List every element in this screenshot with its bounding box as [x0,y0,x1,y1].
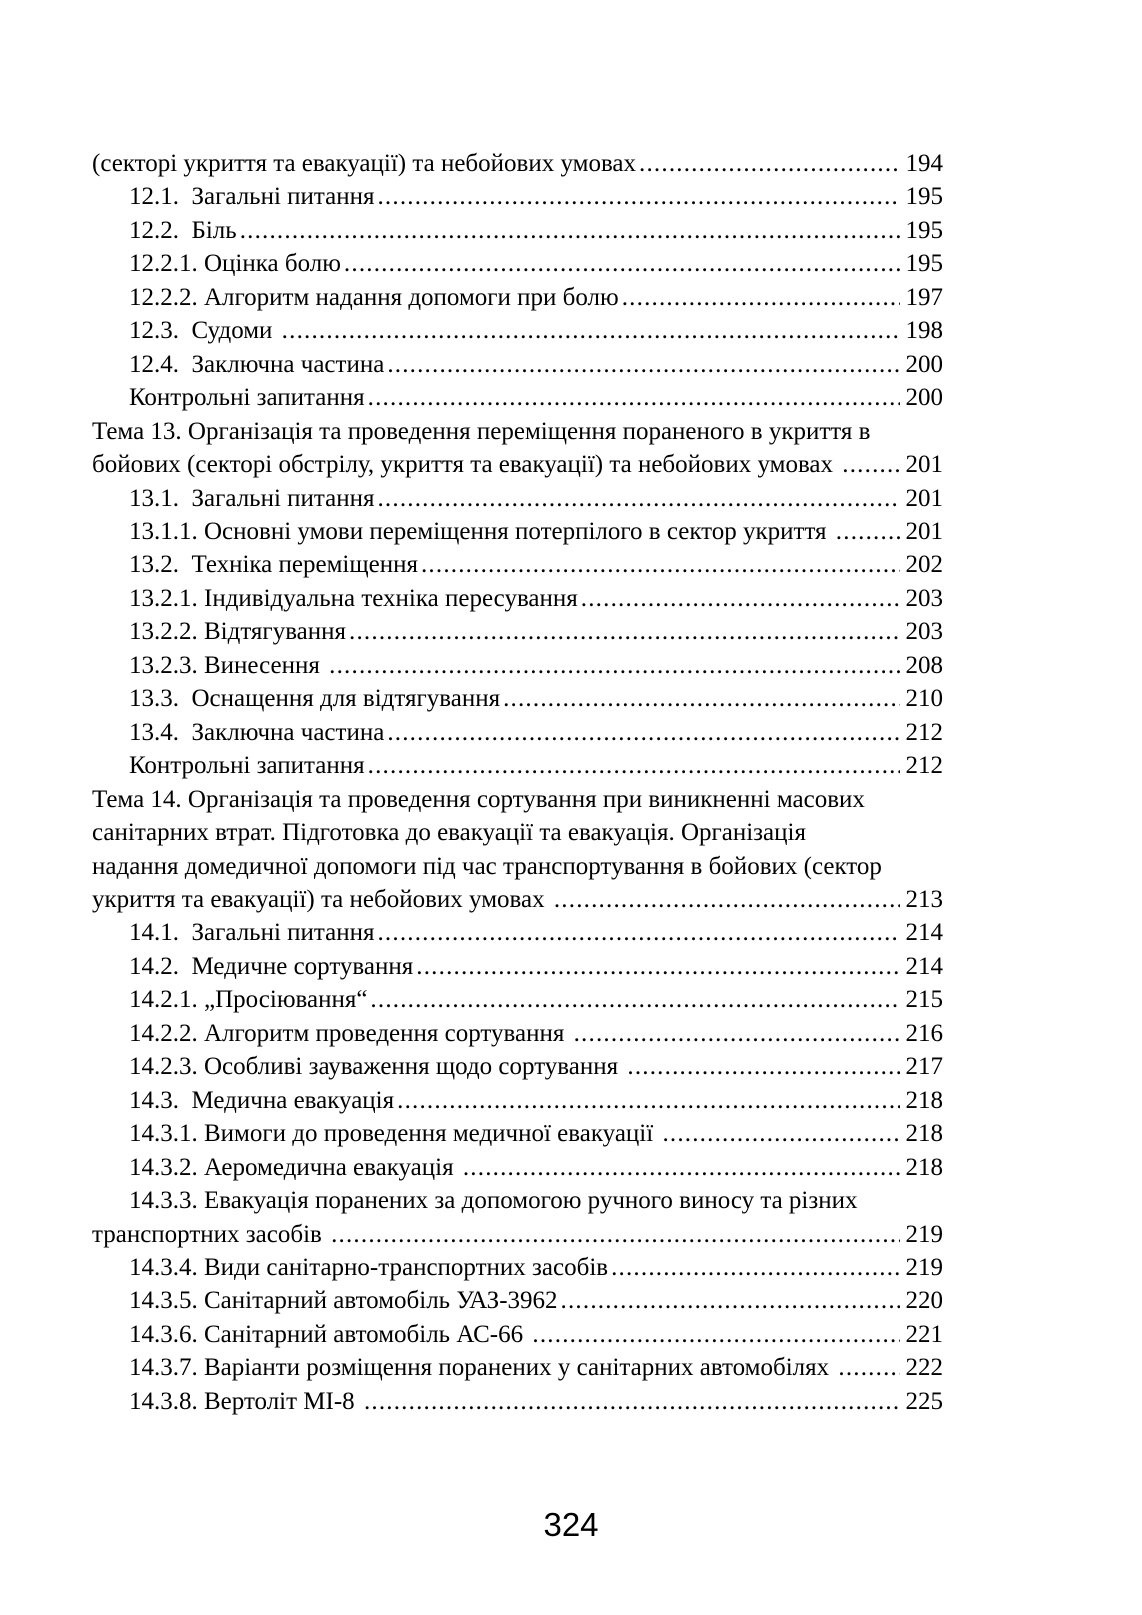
dot-leader [344,247,900,280]
dot-leader [240,214,900,247]
dot-leader [532,1318,899,1351]
dot-leader [368,381,900,414]
toc-entry-label: 13.4. Заключна частина [129,718,385,746]
dot-leader [329,649,899,682]
toc-row [92,548,943,581]
toc-row [92,1218,943,1251]
toc-entry-label: 13.1.1. Основні умови переміщення потерпілого в сектор укриття [129,517,833,545]
toc-entry-page: 218 [905,1086,943,1114]
toc-entry-label: 12.2.1. Оцінка болю [129,250,341,278]
toc-entry-page: 200 [905,350,943,378]
dot-leader [503,682,899,715]
toc-row [92,1017,943,1050]
toc-entry-page: 202 [905,551,943,579]
toc-entry-page: 219 [905,1220,943,1248]
toc-entry-label: (секторі укриття та евакуації) та небойових умовах [92,150,637,177]
toc-row [92,850,943,883]
dot-leader [387,348,899,381]
toc-entry-label: Контрольні запитання [129,384,365,412]
toc-entry-label: 14.3.2. Аеромедична евакуація [129,1153,460,1181]
toc-row [92,515,943,548]
toc-entry-label: 14.3. Медична евакуація [129,1086,395,1114]
toc-row [92,783,943,816]
toc-entry-label: Тема 13. Організація та проведення переміщення пораненого в укриття в [92,417,871,445]
dot-leader [838,1351,899,1384]
toc-entry-label: 12.3. Судоми [129,317,279,345]
toc-entry-page: 203 [905,618,943,646]
dot-leader [397,1084,899,1117]
toc-entry-label: 13.3. Оснащення для відтягування [129,685,501,713]
dot-leader [611,1251,899,1284]
toc-entry-page: 214 [905,919,943,947]
dot-leader [387,716,899,749]
toc-entry-page: 194 [905,150,943,177]
toc-entry-page: 221 [905,1320,943,1348]
toc-row [92,682,943,715]
toc-row [92,147,943,180]
dot-leader [377,180,899,213]
toc-entry-page: 218 [905,1153,943,1181]
toc-entry-page: 220 [905,1287,943,1315]
toc-entry-label: 14.3.4. Види санітарно-транспортних засобів [129,1253,609,1281]
toc-entry-page: 201 [905,451,943,479]
toc-entry-label: 13.2.3. Винесення [129,651,327,679]
toc-entry-label: Тема 14. Організація та проведення сортування при виникненні масових [92,785,865,813]
dot-leader [349,615,899,648]
toc-entry-page: 215 [905,986,943,1014]
toc-entry-page: 208 [905,651,943,679]
toc-entry-label: Контрольні запитання [129,752,365,780]
toc-entry-label: 13.2.2. Відтягування [129,618,347,646]
toc-row [92,415,943,448]
toc-entry-page: 210 [905,685,943,713]
toc-row [92,1284,943,1317]
dot-leader [561,1284,900,1317]
toc-entry-label: 13.1. Загальні питання [129,484,375,512]
dot-leader [574,1017,900,1050]
toc-entry-label: транспортних засобів [92,1220,329,1248]
dot-leader [377,482,899,515]
toc-row [92,950,943,983]
toc-entry-page: 218 [905,1120,943,1148]
dot-leader [554,883,900,916]
toc-row [92,1351,943,1384]
toc-entry-page: 203 [905,584,943,612]
dot-leader [662,1117,899,1150]
toc-row [92,314,943,347]
page-number: 324 [543,1506,599,1543]
dot-leader [368,749,900,782]
toc-entry-page: 222 [905,1354,943,1382]
toc-row [92,716,943,749]
toc-entry-label: 12.1. Загальні питання [129,183,375,211]
toc-entry-page: 212 [905,752,943,780]
toc-row [92,281,943,314]
toc-entry-page: 225 [905,1387,943,1415]
dot-leader [331,1218,899,1251]
toc-entry-label: 13.2. Техніка переміщення [129,551,418,579]
dot-leader [842,448,899,481]
toc-entry-label: 14.3.6. Санітарний автомобіль АС-66 [129,1320,530,1348]
toc-entry-label: 14.3.3. Евакуація поранених за допомогою ручного виносу та різних [129,1187,858,1215]
dot-leader [364,1385,900,1418]
toc-entry-page: 201 [905,484,943,512]
dot-leader [836,515,900,548]
toc-row [92,247,943,280]
toc-row [92,180,943,213]
toc-entry-label: 12.2. Біль [129,216,237,244]
toc-row [92,1184,943,1217]
toc-row [92,749,943,782]
toc-entry-page: 195 [905,183,943,211]
toc-entry-label: 14.3.7. Варіанти розміщення поранених у санітарних автомобілях [129,1354,836,1382]
toc-row [92,816,943,849]
dot-leader [282,314,900,347]
toc-row [92,214,943,247]
toc-entry-label: укриття та евакуації) та небойових умовах [92,885,551,913]
toc-entry-label: 14.2. Медичне сортування [129,952,414,980]
toc-entry-page: 219 [905,1253,943,1281]
dot-leader [627,1050,899,1083]
dot-leader [581,582,900,615]
toc-entry-page: 214 [905,952,943,980]
dot-leader [421,548,900,581]
toc-entry-label: надання домедичної допомоги під час транспортування в бойових (сектор [92,852,882,880]
dot-leader [416,950,899,983]
toc-row [92,883,943,916]
toc-row [92,615,943,648]
toc-entry-label: 14.3.1. Вимоги до проведення медичної евакуації [129,1120,660,1148]
toc-entry-label: 14.3.8. Вертоліт МІ-8 [129,1387,361,1415]
table-of-contents [92,147,943,1418]
toc-entry-label: 13.2.1. Індивідуальна техніка пересування [129,584,578,612]
toc-row [92,348,943,381]
toc-row [92,482,943,515]
toc-entry-label: 12.2.2. Алгоритм надання допомоги при болю [129,283,619,311]
toc-row [92,582,943,615]
toc-entry-label: 14.1. Загальні питання [129,919,375,947]
toc-entry-page: 212 [905,718,943,746]
toc-entry-label: 12.4. Заключна частина [129,350,385,378]
dot-leader [370,983,899,1016]
toc-row [92,1151,943,1184]
toc-entry-label: 14.2.2. Алгоритм проведення сортування [129,1019,571,1047]
toc-row [92,1251,943,1284]
toc-entry-page: 197 [905,283,943,311]
toc-row [92,1050,943,1083]
dot-leader [639,147,899,180]
toc-row [92,448,943,481]
toc-entry-page: 216 [905,1019,943,1047]
toc-row [92,916,943,949]
toc-row [92,983,943,1016]
toc-entry-page: 201 [905,517,943,545]
toc-entry-label: санітарних втрат. Підготовка до евакуації та евакуація. Організація [92,819,806,847]
toc-row [92,1385,943,1418]
toc-row [92,1318,943,1351]
page-footer [0,1508,1142,1541]
toc-entry-page: 198 [905,317,943,345]
toc-row [92,1084,943,1117]
dot-leader [622,281,900,314]
toc-row [92,649,943,682]
toc-entry-page: 200 [905,384,943,412]
toc-row [92,381,943,414]
toc-row [92,1117,943,1150]
toc-entry-label: бойових (секторі обстрілу, укриття та евакуації) та небойових умовах [92,451,840,479]
toc-entry-page: 195 [905,216,943,244]
toc-entry-label: 14.2.1. „Просіювання“ [129,986,368,1014]
dot-leader [377,916,899,949]
toc-entry-page: 217 [905,1053,943,1081]
toc-entry-label: 14.2.3. Особливі зауваження щодо сортування [129,1053,625,1081]
toc-entry-page: 213 [905,885,943,913]
toc-entry-page: 195 [905,250,943,278]
toc-entry-label: 14.3.5. Санітарний автомобіль УАЗ-3962 [129,1287,558,1315]
dot-leader [463,1151,900,1184]
